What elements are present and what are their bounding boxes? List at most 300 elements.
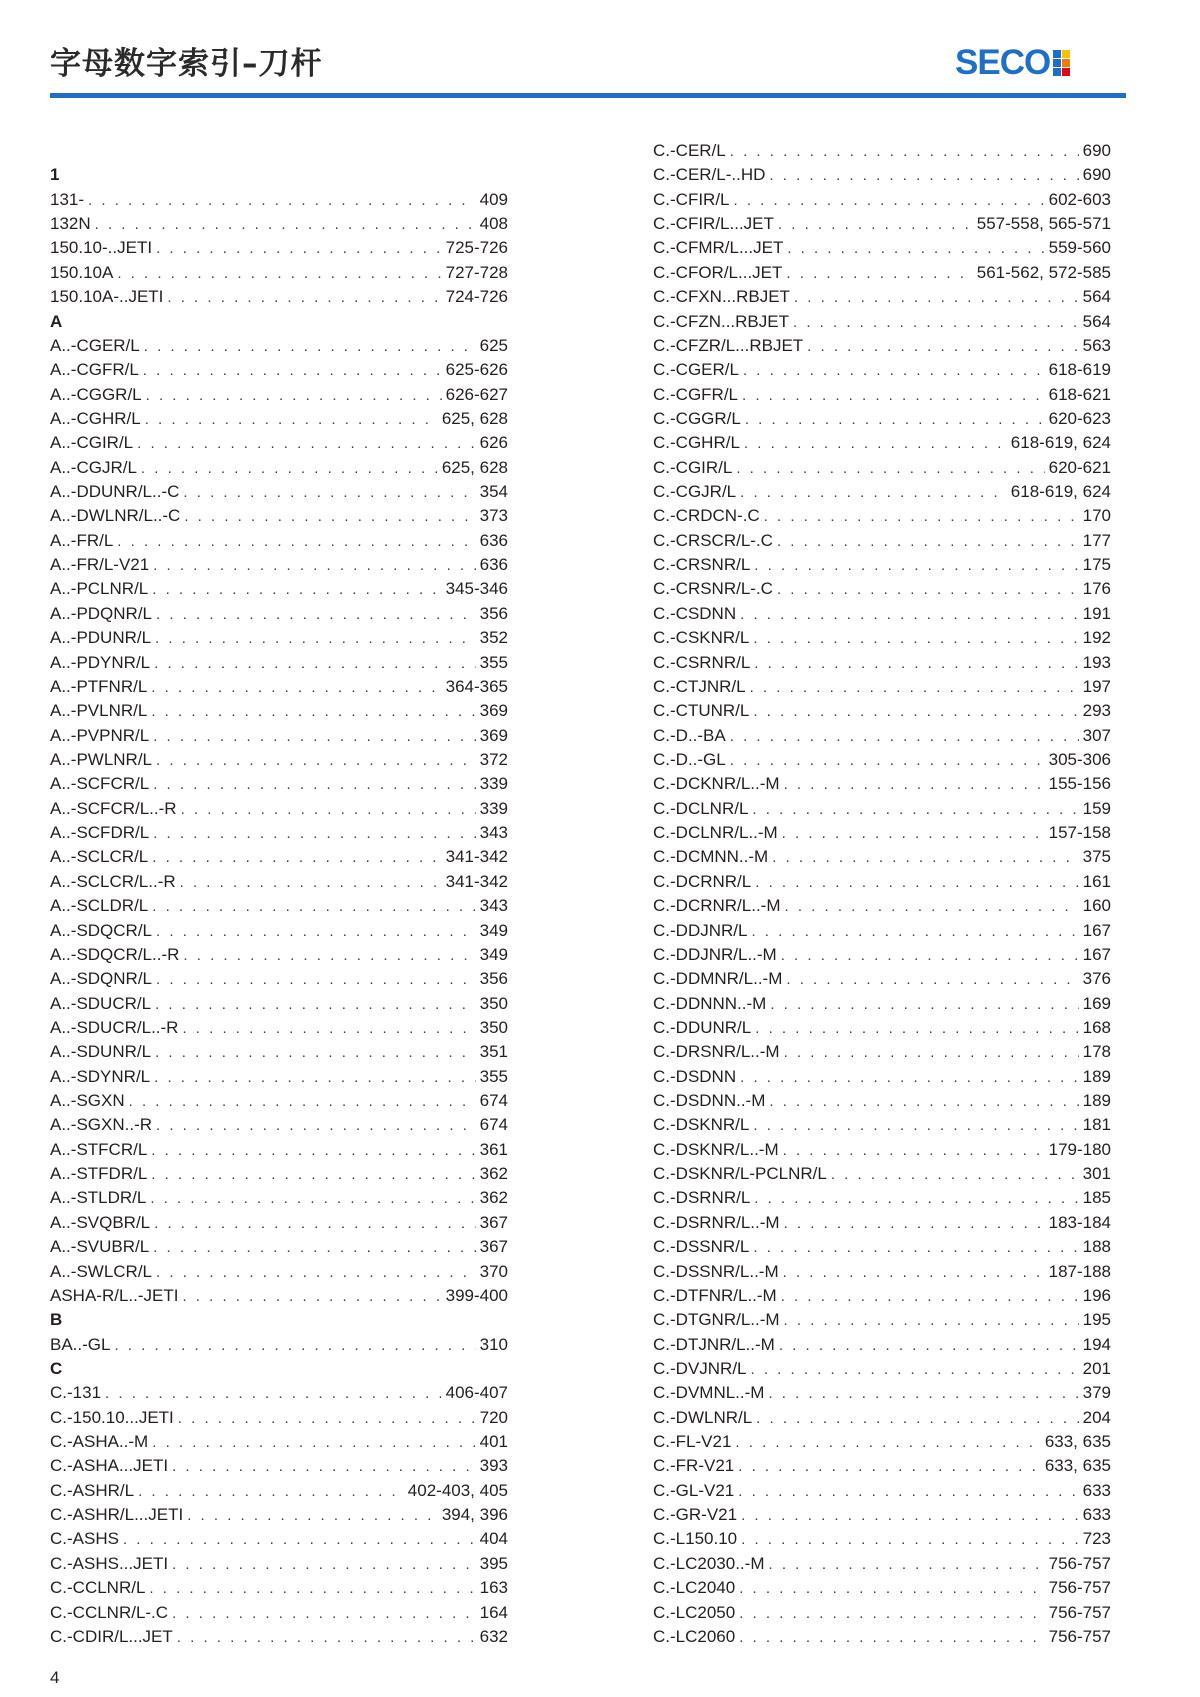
index-entry	[50, 626, 508, 650]
entry-pages: 626	[479, 433, 508, 453]
entry-name: 150.10A	[50, 262, 114, 282]
seco-logo	[955, 43, 1070, 82]
entry-pages: 406-407	[445, 1383, 508, 1403]
index-entry	[50, 1284, 508, 1308]
index-entry	[653, 163, 1111, 187]
entry-pages: 372	[479, 749, 508, 769]
dot-leader	[172, 1553, 476, 1577]
dot-leader	[782, 822, 1045, 846]
dot-leader	[154, 1066, 475, 1090]
dot-leader	[156, 1261, 476, 1285]
entry-pages: 633	[1082, 1505, 1111, 1525]
dot-leader	[751, 920, 1078, 944]
index-entry	[653, 188, 1111, 212]
entry-pages: 602-603	[1048, 189, 1111, 209]
index-entry	[50, 1260, 508, 1284]
entry-name: C.-DSDNN..-M	[653, 1091, 766, 1111]
entry-pages: 725-726	[445, 238, 508, 258]
entry-pages: 370	[479, 1261, 508, 1281]
index-entry	[653, 1454, 1111, 1478]
entry-pages: 161	[1082, 871, 1111, 891]
index-entry	[653, 1235, 1111, 1259]
index-entry	[50, 651, 508, 675]
entry-name: C.-DDJNR/L..-M	[653, 944, 777, 964]
entry-pages: 636	[479, 530, 508, 550]
dot-leader	[793, 311, 1079, 335]
entry-pages: 193	[1082, 652, 1111, 672]
dot-leader	[144, 335, 476, 359]
entry-pages: 690	[1082, 141, 1111, 160]
index-entry	[50, 845, 508, 869]
entry-name: C.-CRSCR/L-.C	[653, 530, 773, 550]
entry-pages: 194	[1082, 1334, 1111, 1354]
entry-name: A..-CGER/L	[50, 335, 140, 355]
dot-leader	[753, 627, 1078, 651]
entry-pages: 395	[479, 1553, 508, 1573]
entry-name: A..-SCLCR/L	[50, 847, 149, 867]
index-entry	[653, 577, 1111, 601]
entry-name: C.-LC2060	[653, 1626, 736, 1646]
entry-name: C.-CGER/L	[653, 360, 739, 380]
entry-name: 150.10A-..JETI	[50, 287, 164, 307]
index-entry	[50, 261, 508, 285]
dot-leader	[769, 164, 1078, 188]
entry-name: C.-CFZR/L...RBJET	[653, 335, 804, 355]
entry-name: A..-CGJR/L	[50, 457, 137, 477]
index-entry	[653, 407, 1111, 431]
entry-name: 131-	[50, 189, 85, 209]
index-entry	[653, 1040, 1111, 1064]
entry-pages: 307	[1082, 725, 1111, 745]
entry-pages: 179-180	[1048, 1139, 1111, 1159]
entry-pages: 625, 628	[441, 457, 508, 477]
entry-pages: 349	[479, 944, 508, 964]
index-entry	[50, 480, 508, 504]
dot-leader	[755, 871, 1078, 895]
entry-pages: 163	[479, 1578, 508, 1598]
entry-name: C.-CFIR/L...JET	[653, 214, 774, 234]
dot-leader	[151, 1163, 475, 1187]
entry-name: A..-SDQCR/L..-R	[50, 944, 180, 964]
entry-name: A..-PWLNR/L	[50, 749, 153, 769]
index-entry	[653, 1260, 1111, 1284]
dot-leader	[778, 213, 973, 237]
index-entry	[653, 1284, 1111, 1308]
dot-leader	[182, 1017, 475, 1041]
brand-mark-cell	[1053, 68, 1061, 76]
index-entry	[653, 772, 1111, 796]
dot-leader	[123, 1528, 476, 1552]
index-entry	[653, 699, 1111, 723]
index-entry	[50, 1625, 508, 1649]
index-entry	[50, 919, 508, 943]
index-entry	[50, 821, 508, 845]
dot-leader	[151, 676, 441, 700]
index-entry	[653, 894, 1111, 918]
entry-name: ASHA-R/L..-JETI	[50, 1285, 179, 1305]
dot-leader	[794, 286, 1079, 310]
entry-name: C.-DSSNR/L	[653, 1237, 750, 1257]
index-entry	[50, 1235, 508, 1259]
index-entry	[50, 285, 508, 309]
index-entry	[653, 870, 1111, 894]
dot-leader	[151, 700, 475, 724]
entry-name: A..-SGXN	[50, 1091, 125, 1111]
index-entry	[653, 1406, 1111, 1430]
entry-name: A..-SDYNR/L	[50, 1066, 151, 1086]
entry-name: C.-DDJNR/L	[653, 920, 748, 940]
entry-pages: 626-627	[445, 384, 508, 404]
index-entry	[50, 1552, 508, 1576]
entry-name: A..-PDQNR/L	[50, 603, 153, 623]
dot-leader	[777, 578, 1079, 602]
entry-name: C.-DCLNR/L..-M	[653, 823, 778, 843]
index-entry	[50, 1040, 508, 1064]
dot-leader	[138, 1480, 404, 1504]
entry-name: C.-LC2030..-M	[653, 1553, 765, 1573]
entry-pages: 301	[1082, 1164, 1111, 1184]
entry-pages: 625-626	[445, 360, 508, 380]
index-entry	[653, 1503, 1111, 1527]
entry-pages: 674	[479, 1115, 508, 1135]
entry-name: C.-DCRNR/L	[653, 871, 752, 891]
entry-name: C.-DDMNR/L..-M	[653, 969, 783, 989]
entry-pages: 620-621	[1048, 457, 1111, 477]
entry-name: C.-CER/L-..HD	[653, 165, 766, 185]
index-entry	[50, 529, 508, 553]
entry-name: C.-DSKNR/L	[653, 1115, 750, 1135]
entry-name: C.-CSDNN	[653, 603, 737, 623]
entry-name: A..-PTFNR/L	[50, 676, 148, 696]
entry-pages: 756-757	[1048, 1578, 1111, 1598]
dot-leader	[781, 944, 1079, 968]
dot-leader	[754, 554, 1078, 578]
entry-name: A..-SGXN..-R	[50, 1115, 153, 1135]
brand-mark-cell	[1053, 50, 1061, 58]
entry-pages: 349	[479, 920, 508, 940]
dot-leader	[129, 1090, 476, 1114]
dot-leader	[807, 335, 1078, 359]
index-entry	[653, 1601, 1111, 1625]
brand-name: SECO	[955, 43, 1051, 82]
entry-pages: 164	[479, 1602, 508, 1622]
entry-name: A..-SCFDR/L	[50, 823, 150, 843]
entry-pages: 350	[479, 993, 508, 1013]
entry-name: C.-CFZN...RBJET	[653, 311, 789, 331]
entry-pages: 159	[1082, 798, 1111, 818]
entry-pages: 339	[479, 774, 508, 794]
index-entry	[653, 261, 1111, 285]
index-entry	[653, 431, 1111, 455]
index-entry	[50, 797, 508, 821]
entry-name: A..-SCFCR/L	[50, 774, 150, 794]
dot-leader	[155, 1041, 476, 1065]
index-entry	[653, 1357, 1111, 1381]
entry-pages: 352	[479, 628, 508, 648]
entry-pages: 356	[479, 603, 508, 623]
dot-leader	[738, 1455, 1041, 1479]
entry-name: C.-DCRNR/L..-M	[653, 896, 781, 916]
entry-pages: 195	[1082, 1310, 1111, 1330]
entry-name: C.-CTUNR/L	[653, 701, 750, 721]
index-section-header	[50, 310, 508, 334]
index-section-header	[50, 1357, 508, 1381]
index-entry	[653, 821, 1111, 845]
entry-name: C.-D..-BA	[653, 725, 726, 745]
entry-pages: 625	[479, 335, 508, 355]
dot-leader	[153, 822, 475, 846]
index-entry	[653, 1113, 1111, 1137]
entry-name: BA..-GL	[50, 1334, 111, 1354]
entry-name: C.-131	[50, 1383, 102, 1403]
entry-pages: 196	[1082, 1285, 1111, 1305]
entry-pages: 183-184	[1048, 1212, 1111, 1232]
index-entry	[50, 1211, 508, 1235]
index-entry	[653, 1625, 1111, 1649]
index-column-left	[50, 139, 508, 1649]
index-section-header	[50, 163, 508, 187]
entry-name: C.-CTJNR/L	[653, 676, 746, 696]
entry-pages: 367	[479, 1237, 508, 1257]
entry-pages: 350	[479, 1017, 508, 1037]
dot-leader	[154, 652, 475, 676]
entry-name: C.-CGHR/L	[653, 433, 740, 453]
entry-name: C.-CFMR/L...JET	[653, 238, 784, 258]
dot-leader	[145, 408, 438, 432]
entry-name: 150.10-..JETI	[50, 238, 153, 258]
entry-pages: 618-619	[1048, 360, 1111, 380]
dot-leader	[739, 1602, 1044, 1626]
entry-pages: 364-365	[445, 676, 508, 696]
index-entry	[653, 748, 1111, 772]
dot-leader	[105, 1382, 442, 1406]
entry-pages: 394, 396	[441, 1505, 508, 1525]
brand-mark-icon	[1053, 50, 1070, 76]
section-letter: A	[50, 311, 63, 331]
dot-leader	[182, 1285, 441, 1309]
section-letter: C	[50, 1358, 63, 1378]
entry-name: C.-DSSNR/L..-M	[653, 1261, 779, 1281]
dot-leader	[156, 968, 476, 992]
dot-leader	[744, 432, 1007, 456]
entry-pages: 191	[1082, 603, 1111, 623]
entry-name: C.-L150.10	[653, 1529, 738, 1549]
index-entry	[653, 943, 1111, 967]
index-entry	[50, 992, 508, 1016]
entry-name: C.-LC2040	[653, 1578, 736, 1598]
index-entry	[50, 1016, 508, 1040]
entry-name: C.-CGIR/L	[653, 457, 733, 477]
entry-pages: 310	[479, 1334, 508, 1354]
index-entry	[653, 919, 1111, 943]
entry-pages: 404	[479, 1529, 508, 1549]
entry-pages: 632	[479, 1626, 508, 1646]
entry-name: C.-CCLNR/L	[50, 1578, 146, 1598]
entry-pages: 399-400	[445, 1285, 508, 1305]
entry-pages: 187-188	[1048, 1261, 1111, 1281]
entry-name: C.-ASHR/L...JETI	[50, 1505, 184, 1525]
entry-pages: 367	[479, 1212, 508, 1232]
entry-pages: 393	[479, 1456, 508, 1476]
entry-pages: 169	[1082, 993, 1111, 1013]
entry-name: C.-DTGNR/L..-M	[653, 1310, 780, 1330]
entry-name: C.-DWLNR/L	[653, 1407, 753, 1427]
index-entry	[653, 602, 1111, 626]
index-entry	[653, 724, 1111, 748]
dot-leader	[754, 652, 1078, 676]
dot-leader	[787, 237, 1044, 261]
brand-mark-cell	[1062, 50, 1070, 58]
dot-leader	[739, 1577, 1044, 1601]
entry-name: A..-SDUNR/L	[50, 1042, 152, 1062]
dot-leader	[730, 725, 1079, 749]
entry-pages: 157-158	[1048, 823, 1111, 843]
dot-leader	[740, 1066, 1079, 1090]
dot-leader	[172, 1455, 476, 1479]
entry-pages: 192	[1082, 628, 1111, 648]
index-entry	[653, 456, 1111, 480]
index-entry	[50, 1162, 508, 1186]
dot-leader	[779, 1334, 1079, 1358]
index-entry	[653, 992, 1111, 1016]
index-entry	[653, 139, 1111, 163]
dot-leader	[741, 1528, 1079, 1552]
entry-pages: 155-156	[1048, 774, 1111, 794]
entry-pages: 561-562, 572-585	[976, 262, 1111, 282]
entry-name: A..-SCLDR/L	[50, 896, 149, 916]
entry-name: C.-CFIR/L	[653, 189, 730, 209]
entry-name: C.-CGJR/L	[653, 482, 737, 502]
index-entry	[50, 188, 508, 212]
dot-leader	[187, 1504, 438, 1528]
dot-leader	[742, 384, 1045, 408]
index-entry	[50, 675, 508, 699]
dot-leader	[178, 1407, 476, 1431]
entry-name: C.-D..-GL	[653, 749, 726, 769]
entry-name: C.-CGFR/L	[653, 384, 738, 404]
index-section-header	[50, 1308, 508, 1332]
dot-leader	[156, 237, 442, 261]
brand-mark-cell	[1062, 68, 1070, 76]
index-entry	[653, 1138, 1111, 1162]
entry-pages: 178	[1082, 1042, 1111, 1062]
section-letter: B	[50, 1310, 63, 1330]
index-entry	[50, 1381, 508, 1405]
index-entry	[653, 504, 1111, 528]
index-entry	[50, 1430, 508, 1454]
entry-pages: 343	[479, 896, 508, 916]
entry-name: A..-FR/L	[50, 530, 114, 550]
index-entry	[50, 1601, 508, 1625]
dot-leader	[114, 1334, 475, 1358]
dot-leader	[143, 359, 442, 383]
entry-name: C.-FL-V21	[653, 1432, 732, 1452]
index-entry	[653, 1381, 1111, 1405]
entry-pages: 339	[479, 798, 508, 818]
index-entry	[653, 1308, 1111, 1332]
entry-pages: 167	[1082, 944, 1111, 964]
entry-pages: 636	[479, 555, 508, 575]
index-entry	[653, 675, 1111, 699]
entry-name: A..-CGGR/L	[50, 384, 142, 404]
index-entry	[653, 1016, 1111, 1040]
entry-pages: 408	[479, 214, 508, 234]
entry-name: C.-CDIR/L...JET	[50, 1626, 173, 1646]
entry-pages: 756-757	[1048, 1626, 1111, 1646]
entry-name: C.-DSRNR/L..-M	[653, 1212, 780, 1232]
entry-pages: 175	[1082, 555, 1111, 575]
dot-leader	[752, 798, 1078, 822]
entry-pages: 185	[1082, 1188, 1111, 1208]
dot-leader	[739, 1626, 1044, 1650]
entry-name: C.-ASHA..-M	[50, 1432, 149, 1452]
dot-leader	[741, 1504, 1079, 1528]
entry-name: A..-PDUNR/L	[50, 628, 152, 648]
dot-leader	[736, 457, 1044, 481]
index-entry	[50, 236, 508, 260]
dot-leader	[769, 1090, 1078, 1114]
entry-pages: 756-757	[1048, 1553, 1111, 1573]
index-entry	[653, 358, 1111, 382]
entry-pages: 373	[479, 506, 508, 526]
entry-pages: 557-558, 565-571	[976, 214, 1111, 234]
index-entry	[653, 967, 1111, 991]
dot-leader	[743, 359, 1045, 383]
entry-pages: 674	[479, 1091, 508, 1111]
entry-pages: 356	[479, 969, 508, 989]
entry-name: C.-DDNNN..-M	[653, 993, 767, 1013]
entry-pages: 354	[479, 482, 508, 502]
dot-leader	[151, 1139, 475, 1163]
dot-leader	[184, 505, 475, 529]
dot-leader	[183, 481, 475, 505]
dot-leader	[95, 213, 476, 237]
dot-leader	[117, 262, 441, 286]
index-entry	[653, 1430, 1111, 1454]
index-entry	[653, 480, 1111, 504]
entry-pages: 618-619, 624	[1010, 482, 1111, 502]
index-entry	[50, 456, 508, 480]
dot-leader	[153, 773, 475, 797]
index-entry	[50, 1138, 508, 1162]
index-entry	[50, 1576, 508, 1600]
index-entry	[653, 212, 1111, 236]
entry-pages: 341-342	[445, 847, 508, 867]
entry-pages: 723	[1082, 1529, 1111, 1549]
page-number: 4	[50, 1668, 60, 1687]
dot-leader	[156, 749, 476, 773]
dot-leader	[740, 481, 1007, 505]
entry-name: A..-SDQNR/L	[50, 969, 153, 989]
entry-pages: 355	[479, 1066, 508, 1086]
dot-leader	[181, 798, 476, 822]
dot-leader	[735, 1431, 1040, 1455]
index-entry	[653, 1527, 1111, 1551]
entry-pages: 362	[479, 1164, 508, 1184]
dot-leader	[745, 408, 1045, 432]
entry-name: A..-CGIR/L	[50, 433, 134, 453]
index-entry	[653, 1089, 1111, 1113]
index-entry	[50, 602, 508, 626]
header-rule	[50, 93, 1126, 98]
entry-pages: 409	[479, 189, 508, 209]
entry-name: C.-GR-V21	[653, 1505, 738, 1525]
entry-name: C.-CGGR/L	[653, 408, 741, 428]
dot-leader	[183, 944, 475, 968]
entry-name: C.-DSDNN	[653, 1066, 737, 1086]
entry-name: C.-DSKNR/L..-M	[653, 1139, 779, 1159]
entry-name: C.-DCLNR/L	[653, 798, 749, 818]
